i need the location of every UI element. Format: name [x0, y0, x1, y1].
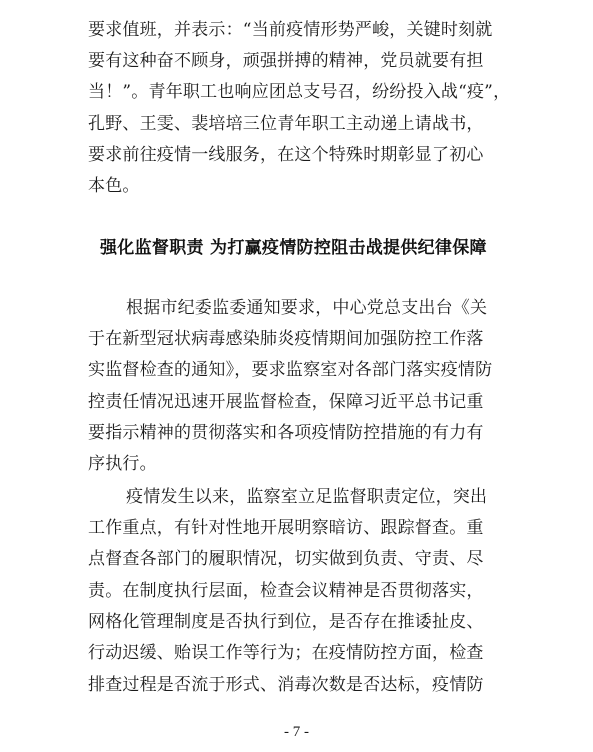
text-line: 于在新型冠状病毒感染肺炎疫情期间加强防控工作落: [88, 329, 484, 349]
text-line: 控责任情况迅速开展监督检查，保障习近平总书记重: [88, 392, 484, 412]
text-line: 工作重点，有针对性地开展明察暗访、跟踪督查。重: [88, 518, 484, 538]
text-line: 点督查各部门的履职情况，切实做到负责、守责、尽: [88, 549, 484, 569]
section-heading: 强化监督职责 为打赢疫情防控阻击战提供纪律保障: [100, 238, 487, 258]
text-line: 根据市纪委监委通知要求，中心党总支出台《关: [126, 298, 488, 318]
text-line: 要有这种奋不顾身，顽强拼搏的精神，党员就要有担: [88, 51, 484, 71]
text-line: 疫情发生以来，监察室立足监督职责定位，突出: [126, 487, 488, 507]
text-line: 序执行。: [88, 454, 157, 474]
text-line: 当！”。青年职工也响应团总支号召，纷纷投入战“疫”，: [88, 82, 511, 102]
text-line: 排查过程是否流于形式、消毒次数是否达标，疫情防: [88, 675, 484, 695]
page-number: - 7 -: [284, 724, 309, 740]
text-line: 实监督检查的通知》，要求监察室对各部门落实疫情防: [88, 360, 493, 380]
text-line: 本色。: [88, 176, 140, 196]
text-line: 网格化管理制度是否执行到位，是否存在推诿扯皮、: [88, 612, 484, 632]
text-line: 孔野、王雯、裴培培三位青年职工主动递上请战书，: [88, 114, 484, 134]
text-line: 责。在制度执行层面，检查会议精神是否贯彻落实，: [88, 581, 484, 601]
text-line: 要指示精神的贯彻落实和各项疫情防控措施的有力有: [88, 423, 484, 443]
text-line: 行动迟缓、贻误工作等行为；在疫情防控方面，检查: [88, 643, 484, 663]
text-line: 要求值班，并表示：“当前疫情形势严峻，关键时刻就: [88, 20, 493, 40]
text-line: 要求前往疫情一线服务，在这个特殊时期彰显了初心: [88, 145, 484, 165]
